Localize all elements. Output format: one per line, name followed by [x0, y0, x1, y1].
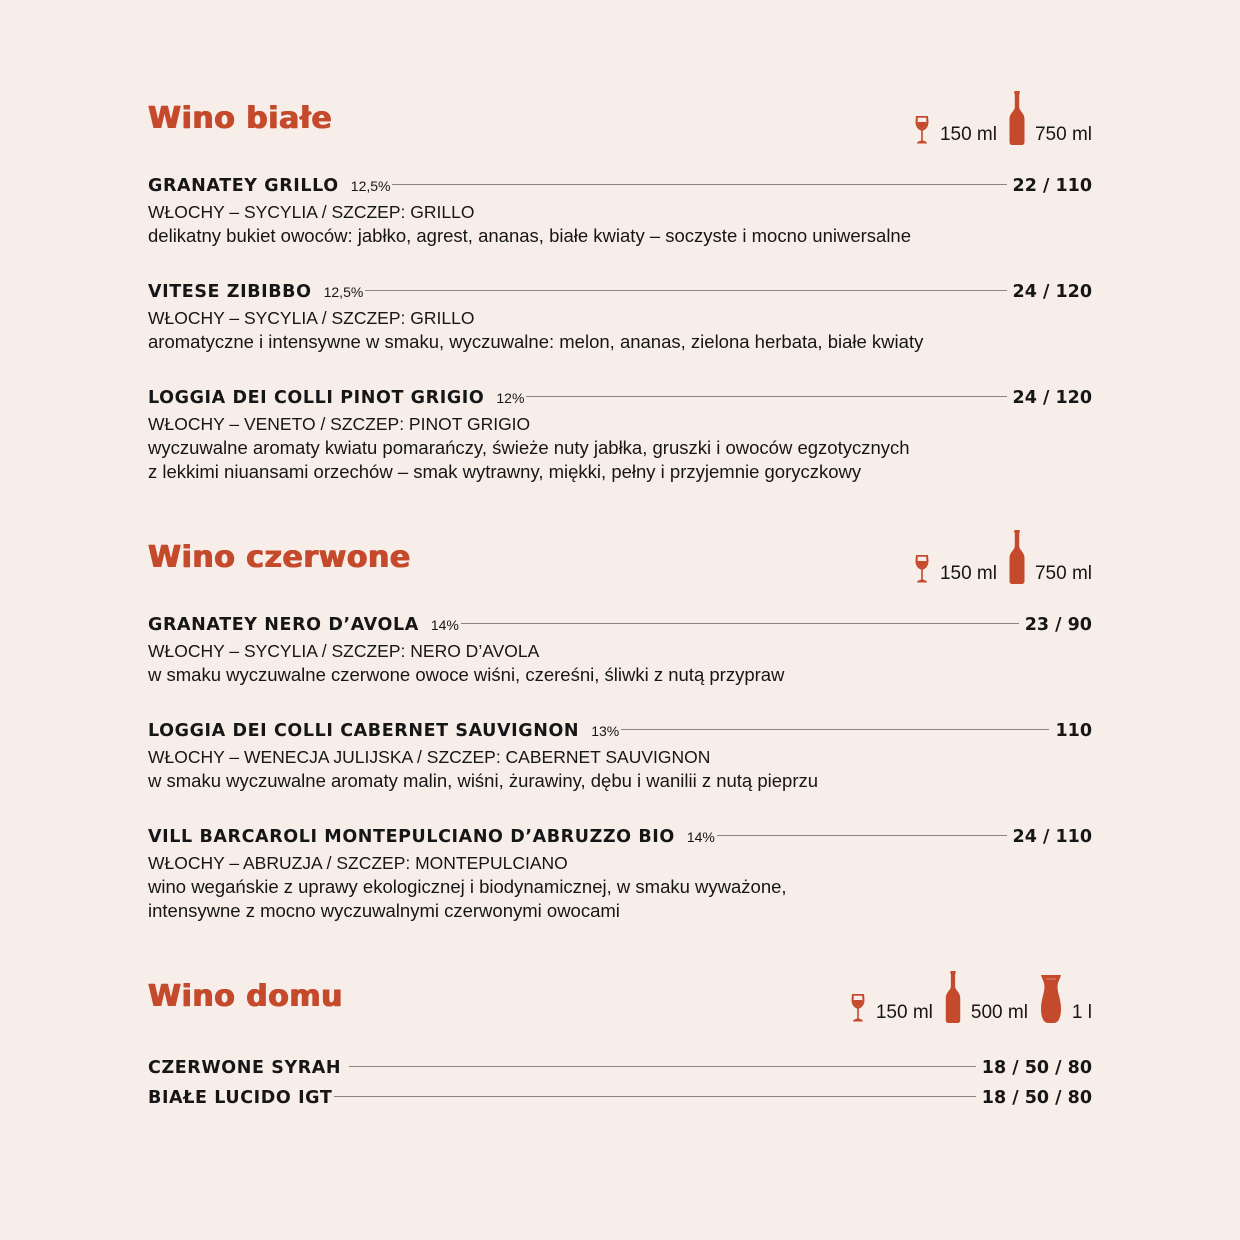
wine-entry-header [148, 1088, 1092, 1112]
section-title: Wino czerwone [148, 540, 411, 575]
wine-description: wyczuwalne aromaty kwiatu pomarańczy, świeże nuty jabłka, gruszki i owoców egzotycznych [148, 437, 910, 458]
wine-name: VITESE ZIBIBBO [148, 282, 312, 302]
wine-glass-icon [850, 993, 866, 1023]
wine-entry-header [148, 176, 1092, 200]
section-header [148, 963, 1092, 1023]
serving-sizes [902, 524, 1092, 584]
wine-entry [148, 388, 1092, 484]
serving-size [850, 993, 933, 1023]
wine-price: 23 / 90 [1024, 615, 1092, 635]
wine-origin: WŁOCHY – SYCYLIA / SZCZEP: NERO D’AVOLA [148, 641, 540, 661]
section-title: Wino białe [148, 101, 333, 136]
serving-size-label: 750 ml [1034, 124, 1092, 145]
dotted-leader [392, 184, 1006, 185]
wine-abv: 14% [430, 617, 459, 633]
dotted-leader [526, 396, 1006, 397]
dotted-leader [621, 729, 1049, 730]
wine-entry-header [148, 827, 1092, 851]
wine-name: CZERWONE SYRAH [148, 1058, 342, 1078]
wine-name: GRANATEY NERO D’AVOLA [148, 615, 419, 635]
section-white-wine [148, 85, 1092, 484]
serving-size-label: 1 l [1071, 1002, 1092, 1023]
section-header [148, 85, 1092, 145]
serving-size-label: 750 ml [1034, 563, 1092, 584]
wine-bottle-icon [1009, 530, 1025, 584]
serving-size [914, 554, 997, 584]
carafe-icon [1040, 975, 1062, 1023]
wine-abv: 12,5% [350, 178, 391, 194]
wine-entry [148, 615, 1092, 687]
dotted-leader [461, 623, 1019, 624]
wine-entry-header [148, 282, 1092, 306]
section-red-wine [148, 524, 1092, 923]
wine-origin: WŁOCHY – SYCYLIA / SZCZEP: GRILLO [148, 202, 475, 222]
wine-entry-header [148, 1058, 1092, 1082]
wine-entry [148, 827, 1092, 923]
serving-size [1009, 91, 1092, 145]
wine-price: 24 / 120 [1012, 282, 1092, 302]
wine-price: 18 / 50 / 80 [981, 1058, 1092, 1078]
wine-glass-icon [914, 554, 930, 584]
wine-entry-header [148, 721, 1092, 745]
wine-menu-page [148, 0, 1092, 1240]
wine-price: 24 / 110 [1012, 827, 1092, 847]
serving-size [914, 115, 997, 145]
section-title: Wino domu [148, 979, 343, 1014]
wine-price: 18 / 50 / 80 [981, 1088, 1092, 1108]
wine-price: 110 [1055, 721, 1092, 741]
wine-origin: WŁOCHY – ABRUZJA / SZCZEP: MONTEPULCIANO [148, 853, 568, 873]
serving-size [1040, 975, 1092, 1023]
dotted-leader [717, 835, 1007, 836]
wine-description: z lekkimi niuansami orzechów – smak wytrawny, miękki, pełny i przyjemnie goryczkowy [148, 461, 862, 482]
wine-entry-header [148, 388, 1092, 412]
wine-origin: WŁOCHY – SYCYLIA / SZCZEP: GRILLO [148, 308, 475, 328]
wine-abv: 12,5% [323, 284, 364, 300]
section-header [148, 524, 1092, 584]
serving-size-label: 150 ml [939, 124, 997, 145]
serving-sizes [902, 85, 1092, 145]
wine-description: w smaku wyczuwalne aromaty malin, wiśni, żurawiny, dębu i wanilii z nutą pieprzu [148, 770, 819, 791]
serving-sizes [838, 963, 1092, 1023]
wine-abv: 14% [686, 829, 715, 845]
wine-abv: 13% [591, 723, 620, 739]
wine-entry-header [148, 615, 1092, 639]
dotted-leader [349, 1066, 976, 1067]
wine-origin: WŁOCHY – VENETO / SZCZEP: PINOT GRIGIO [148, 414, 531, 434]
wine-entry [148, 1088, 1092, 1112]
wine-description: delikatny bukiet owoców: jabłko, agrest, ananas, białe kwiaty – soczyste i mocno uniwersalne [148, 225, 912, 246]
wine-name: LOGGIA DEI COLLI PINOT GRIGIO [148, 388, 485, 408]
serving-size [1009, 530, 1092, 584]
wine-entry [148, 282, 1092, 354]
wine-description: intensywne z mocno wyczuwalnymi czerwonymi owocami [148, 900, 620, 921]
wine-glass-icon [914, 115, 930, 145]
serving-size-label: 500 ml [970, 1002, 1028, 1023]
wine-description: wino wegańskie z uprawy ekologicznej i biodynamicznej, w smaku wyważone, [148, 876, 787, 897]
wine-entry [148, 721, 1092, 793]
wine-abv: 12% [496, 390, 525, 406]
dotted-leader [365, 290, 1006, 291]
wine-description: aromatyczne i intensywne w smaku, wyczuwalne: melon, ananas, zielona herbata, białe kwiaty [148, 331, 924, 352]
serving-size-label: 150 ml [939, 563, 997, 584]
dotted-leader [334, 1096, 975, 1097]
wine-bottle-icon [1009, 91, 1025, 145]
wine-entry [148, 176, 1092, 248]
serving-size [945, 971, 1028, 1023]
wine-description: w smaku wyczuwalne czerwone owoce wiśni, czereśni, śliwki z nutą przypraw [148, 664, 785, 685]
wine-origin: WŁOCHY – WENECJA JULIJSKA / SZCZEP: CABERNET SAUVIGNON [148, 747, 711, 767]
wine-name: GRANATEY GRILLO [148, 176, 339, 196]
section-house-wine [148, 963, 1092, 1112]
wine-name: LOGGIA DEI COLLI CABERNET SAUVIGNON [148, 721, 580, 741]
serving-size-label: 150 ml [875, 1002, 933, 1023]
wine-name: VILL BARCAROLI MONTEPULCIANO D’ABRUZZO BIO [148, 827, 675, 847]
wine-price: 24 / 120 [1012, 388, 1092, 408]
wine-entry [148, 1058, 1092, 1082]
wine-name: BIAŁE LUCIDO IGT [148, 1088, 333, 1108]
wine-price: 22 / 110 [1012, 176, 1092, 196]
wine-bottle-icon [945, 971, 961, 1023]
